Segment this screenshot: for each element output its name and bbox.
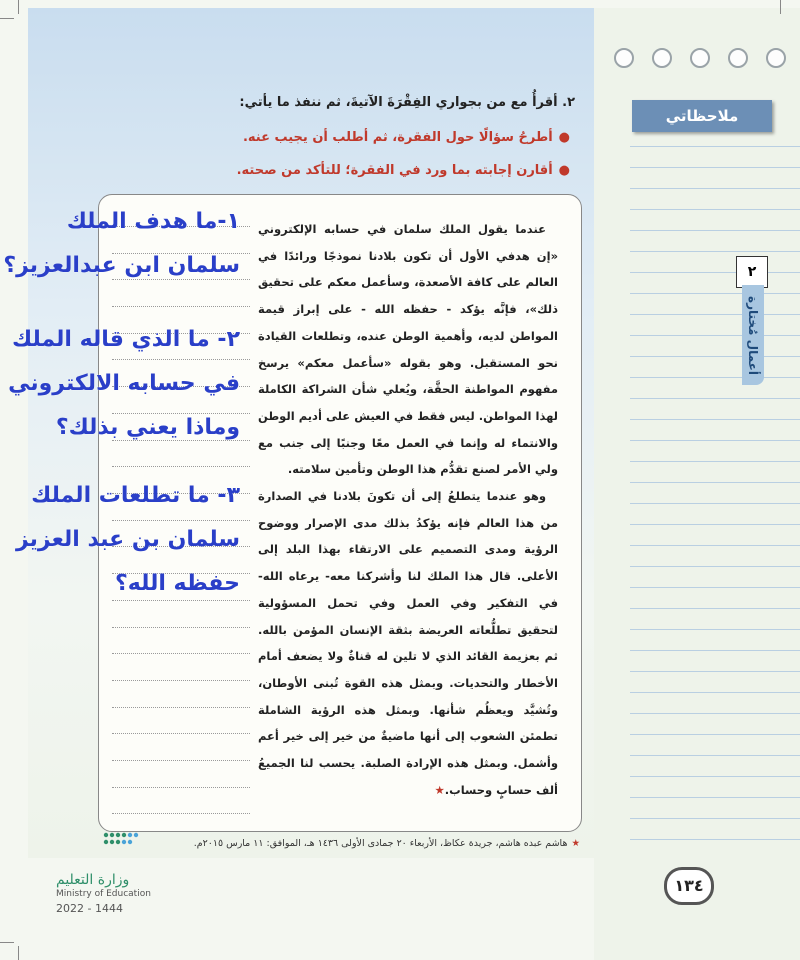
notes-line xyxy=(630,314,800,315)
binder-hole-icon xyxy=(690,48,710,68)
notes-line xyxy=(630,545,800,546)
notes-line xyxy=(630,776,800,777)
notes-line xyxy=(630,713,800,714)
activity-title: ٢. أقرأُ مع من بجواري الفِقْرَةَ الآتيةَ، ثم ننفذ ما يأتي: xyxy=(239,95,575,110)
handwriting-line: في حسابه الالكتروني xyxy=(8,371,240,396)
notes-line xyxy=(630,482,800,483)
notes-line xyxy=(630,629,800,630)
section-side-tab: أعمال مُختارة xyxy=(742,285,764,385)
handwriting-line: سلمان بن عبد العزيز xyxy=(15,527,240,552)
notes-line xyxy=(630,566,800,567)
notes-line xyxy=(630,398,800,399)
binder-hole-icon xyxy=(652,48,672,68)
passage-text xyxy=(258,216,558,803)
crop-mark xyxy=(18,946,19,960)
crop-mark xyxy=(0,18,14,19)
dotted-line xyxy=(112,787,250,788)
notes-line xyxy=(630,293,800,294)
notes-line xyxy=(630,251,800,252)
star-icon: ★ xyxy=(571,838,580,849)
dotted-line xyxy=(112,627,250,628)
unit-number: ٢ xyxy=(736,256,768,288)
bullet-text: أطرحُ سؤالًا حول الفقرة، ثم أطلب أن يجيب عنه. xyxy=(242,130,553,145)
notes-line xyxy=(630,650,800,651)
notes-line xyxy=(630,503,800,504)
dotted-line xyxy=(112,760,250,761)
notes-line xyxy=(630,608,800,609)
handwritten-question-2 xyxy=(0,318,240,450)
notes-line xyxy=(630,587,800,588)
passage-paragraph-text: وهو عندما يتطلعُ إلى أن تكونَ بلادنا في الصدارة من هذا العالم فإنه يؤكدُ بذلك مدى الإصرار ووضوح الرؤية ومدى التصميم على الارتقاء بهذا البلد إلى الأعلى. قال هذا الملك لنا وأشركنا معه- يرعاه الله- في التفكير وفي العمل وفي تحمل المسؤولية لتحقيق تطلُّعاته العريضة بثقة الإنسان المؤمن بالله. ثم بعزيمة القائد الذي لا تلين له قناةٌ ولا يضعف أمام الأخطار والتحديات. وبمثل هذه القوة تُبنى الأوطان، وتُشيَّد ويعظُم شأنها. وبمثل هذه الرؤية الشاملة تطمئن الشعوب إلى أنها ماضيةٌ من خير إلى خير أعم وأشمل. وبمثل هذه الإرادة الصلبة. يحسب لنا الجميعُ ألف حسابٍ وحساب. xyxy=(258,489,558,797)
dotted-line xyxy=(112,306,250,307)
handwritten-question-1 xyxy=(0,200,240,288)
notes-line xyxy=(630,356,800,357)
notes-line xyxy=(630,671,800,672)
passage-paragraph: عندما يقول الملك سلمان في حسابه الإلكتروني «إن هدفي الأول أن تكون بلادنا نموذجًا ورائدًا في العالم على كافة الأصعدة، وسأعمل معكم على تحقيق ذلك»، فإنَّه يؤكد - حفظه الله - على إبراز قيمة المواطن لديه، وأهمية الوطن عنده، وتطلعات القيادة نحو المستقبل. وهو بقوله «سأعمل معكم» يرسخ مفهوم المواطنة الحقَّة، ويُعلي شأن الشراكة الكاملة لهذا المواطن. ليس فقط في العيش على أديم الوطن والانتماء له وإنما في العمل معًا وجنبًا إلى جنب مع ولي الأمر لصنع تقدُّم هذا الوطن وتأمين سلامته. xyxy=(258,222,558,477)
crop-mark xyxy=(0,942,14,943)
notes-line xyxy=(630,440,800,441)
dotted-line xyxy=(112,733,250,734)
handwriting-line: ١-ما هدف الملك xyxy=(66,209,240,234)
notes-line xyxy=(630,146,800,147)
passage-paragraph xyxy=(258,483,558,803)
dotted-line xyxy=(112,466,250,467)
dotted-line xyxy=(112,653,250,654)
handwriting-line: سلمان ابن عبدالعزيز؟ xyxy=(3,253,240,278)
binder-hole-icon xyxy=(728,48,748,68)
dotted-line xyxy=(112,813,250,814)
notes-line xyxy=(630,818,800,819)
ministry-name-en: Ministry of Education xyxy=(56,889,151,899)
notes-line xyxy=(630,419,800,420)
notes-line xyxy=(630,335,800,336)
instruction-bullet xyxy=(90,130,570,145)
handwriting-line: وماذا يعني بذلك؟ xyxy=(55,415,240,440)
footnote-text: هاشم عبده هاشم، جريدة عكاظ، الأربعاء ٢٠ جمادى الأولى ١٤٣٦ هـ، الموافق: ١١ مارس ٢٠١٥م. xyxy=(193,838,568,849)
notes-line xyxy=(630,188,800,189)
notes-line xyxy=(630,461,800,462)
ministry-name-ar: وزارة التعليم xyxy=(56,872,130,888)
notes-line xyxy=(630,524,800,525)
notes-line xyxy=(630,377,800,378)
crop-mark xyxy=(780,0,781,14)
crop-mark xyxy=(18,0,19,14)
bullet-dot-icon: ● xyxy=(558,130,570,145)
notes-label: ملاحظاتي xyxy=(632,100,772,132)
notes-line xyxy=(630,734,800,735)
dotted-line xyxy=(112,680,250,681)
notes-line xyxy=(630,230,800,231)
handwriting-line: ٢- ما الذي قاله الملك xyxy=(11,327,240,352)
handwritten-question-3 xyxy=(0,474,240,606)
notes-line xyxy=(630,272,800,273)
binder-hole-icon xyxy=(766,48,786,68)
notes-line xyxy=(630,167,800,168)
instruction-bullet xyxy=(90,163,570,178)
notes-line xyxy=(630,692,800,693)
star-icon: ★ xyxy=(434,782,445,797)
bullet-dot-icon: ● xyxy=(558,163,570,178)
binder-hole-icon xyxy=(614,48,634,68)
handwriting-line: حفظه الله؟ xyxy=(114,571,240,596)
notes-line xyxy=(630,797,800,798)
edition-year: 2022 - 1444 xyxy=(56,902,123,915)
dotted-line xyxy=(112,707,250,708)
page-number: ١٣٤ xyxy=(664,867,714,905)
notes-line xyxy=(630,755,800,756)
handwriting-line: ٣- ما تطلعات الملك xyxy=(31,483,240,508)
bullet-text: أقارن إجابته بما ورد في الفقرة؛ للتأكد من صحته. xyxy=(236,163,553,178)
notes-line xyxy=(630,839,800,840)
notes-line xyxy=(630,209,800,210)
ministry-logo-dots-icon xyxy=(100,830,210,848)
